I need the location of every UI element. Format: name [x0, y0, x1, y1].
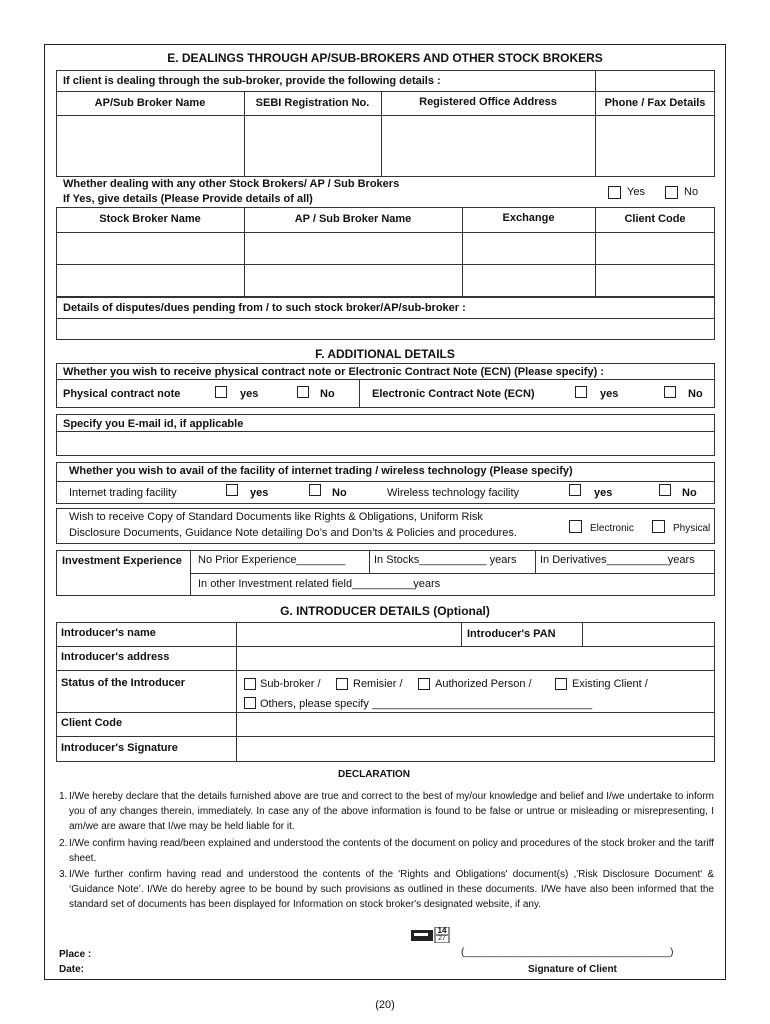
introducer-client-code-field[interactable]: [237, 713, 714, 736]
other-brokers-instruction: If Yes, give details (Please Provide details of all): [63, 193, 313, 205]
phone-fax-field[interactable]: [596, 116, 715, 176]
declaration-item-text: I/We further confirm having read and understood the contents of the 'Rights and Obligations' document(s) ,'Risk Disclosure Document' & ‘Guidance Note’. I/We do hereby agree to be bound by such provisions as outlined in these documents. I/We have also been informed that the standard set of documents has been displayed for Information on stock broker's designated website, if any.: [69, 869, 714, 910]
contract-note-question: Whether you wish to receive physical contract note or Electronic Contract Note (ECN) (Please specify) :: [63, 366, 604, 378]
col-exchange: Exchange: [502, 212, 555, 224]
internet-trading-question: Whether you wish to avail of the facility of internet trading / wireless technology (Please specify): [69, 465, 573, 477]
divider: [535, 550, 536, 573]
col-subbroker-name: AP/Sub Broker Name: [94, 97, 206, 109]
yes-label: Yes: [627, 186, 645, 198]
introducer-status-label: Status of the Introducer: [61, 677, 186, 689]
wireless-yes-checkbox[interactable]: [569, 484, 581, 496]
signature-of-client-label: Signature of Client: [528, 964, 617, 975]
others-checkbox[interactable]: [244, 697, 256, 709]
reference-page: 14: [437, 926, 447, 935]
introducer-pan-field[interactable]: [583, 623, 714, 646]
physical-label: Physical: [673, 523, 711, 534]
documents-line-1: Wish to receive Copy of Standard Documents like Rights & Obligations, Uniform Risk: [69, 511, 483, 523]
internet-yes-checkbox[interactable]: [226, 484, 238, 496]
physical-contract-label: Physical contract note: [63, 388, 181, 400]
email-input[interactable]: [57, 432, 714, 455]
date-label: Date:: [59, 964, 85, 975]
no-label: No: [320, 388, 335, 400]
no-label: No: [332, 487, 347, 499]
introducer-signature-field[interactable]: [237, 737, 714, 761]
ecn-label: Electronic Contract Note (ECN): [372, 388, 535, 400]
declaration-item-number: 2.: [59, 838, 68, 849]
internet-no-checkbox[interactable]: [309, 484, 321, 496]
divider: [56, 670, 715, 671]
declaration-item: [59, 867, 714, 912]
declaration-item-text: I/We confirm having read/been explained and understood the contents of the document on policy and procedures of the stock broker and the tariff sheet.: [69, 838, 714, 864]
col-stock-broker-name: Stock Broker Name: [99, 213, 201, 225]
col-office-address: Registered Office Address: [419, 96, 557, 108]
declaration-title: DECLARATION: [337, 769, 411, 780]
documents-line-2: Disclosure Documents, Guidance Note detailing Do’s and Don’ts & Policies and procedures.: [69, 527, 517, 539]
reference-total: 27: [438, 935, 446, 942]
divider: [56, 481, 715, 482]
investment-experience-label: Investment Experience: [62, 555, 182, 567]
ecn-yes-checkbox[interactable]: [575, 386, 587, 398]
declaration-item-text: I/We hereby declare that the details furnished above are true and correct to the best of my/our knowledge and belief and I/we undertake to inform you of any changes therein, immediately. In case any of the above information is found to be false or untrue or misleading or misrepresenting, I am/we are aware that I/we may be held liable for it.: [69, 791, 714, 832]
yes-label: yes: [250, 487, 269, 499]
subbroker-name-field[interactable]: [57, 116, 244, 176]
introducer-name-field[interactable]: [237, 623, 461, 646]
other-brokers-question: Whether dealing with any other Stock Brokers/ AP / Sub Brokers: [63, 178, 400, 190]
email-label: Specify you E-mail id, if applicable: [63, 418, 244, 430]
electronic-label: Electronic: [590, 523, 634, 534]
other-brokers-yes-checkbox[interactable]: [608, 186, 621, 199]
page-number: (20): [375, 999, 395, 1011]
documents-physical-checkbox[interactable]: [652, 520, 665, 533]
introducer-client-code-label: Client Code: [61, 717, 123, 729]
introducer-signature-label: Introducer's Signature: [61, 742, 178, 754]
col-client-code: Client Code: [624, 213, 686, 225]
authorized-person-label: Authorized Person /: [435, 678, 532, 690]
ecn-no-checkbox[interactable]: [664, 386, 676, 398]
no-prior-experience[interactable]: No Prior Experience________: [198, 554, 346, 566]
introducer-pan-label: Introducer's PAN: [467, 628, 556, 640]
wireless-no-checkbox[interactable]: [659, 484, 671, 496]
declaration-item-number: 3.: [59, 869, 68, 880]
divider: [56, 91, 715, 92]
introducer-name-label: Introducer's name: [61, 627, 156, 639]
subbroker-intro: If client is dealing through the sub-broker, provide the following details :: [63, 75, 441, 87]
sub-broker-checkbox[interactable]: [244, 678, 256, 690]
col-phone-fax: Phone / Fax Details: [604, 97, 706, 109]
documents-electronic-checkbox[interactable]: [569, 520, 582, 533]
no-label: No: [682, 487, 697, 499]
no-label: No: [688, 388, 703, 400]
section-e-title: E. DEALINGS THROUGH AP/SUB-BROKERS AND OTHER STOCK BROKERS: [167, 51, 603, 65]
divider: [359, 379, 360, 408]
wireless-label: Wireless technology facility: [387, 487, 520, 499]
divider: [56, 379, 715, 380]
divider: [461, 622, 462, 646]
ap-subbroker-name-field[interactable]: [245, 233, 462, 264]
col-sebi-reg: SEBI Registration No.: [255, 97, 370, 109]
introducer-address-label: Introducer's address: [61, 651, 170, 663]
signature-line[interactable]: (_____________________________________): [461, 947, 674, 958]
declaration-item-number: 1.: [59, 791, 68, 802]
no-label: No: [684, 186, 699, 198]
others-label[interactable]: Others, please specify ____________________________________: [260, 698, 593, 710]
sub-broker-label: Sub-broker /: [260, 678, 321, 690]
remisier-checkbox[interactable]: [336, 678, 348, 690]
existing-client-label: Existing Client /: [572, 678, 648, 690]
physical-yes-checkbox[interactable]: [215, 386, 227, 398]
disputes-label: Details of disputes/dues pending from / to such stock broker/AP/sub-broker :: [63, 302, 466, 314]
internet-trading-label: Internet trading facility: [69, 487, 177, 499]
remisier-label: Remisier /: [353, 678, 403, 690]
yes-label: yes: [594, 487, 613, 499]
col-ap-subbroker-name: AP / Sub Broker Name: [294, 213, 412, 225]
yes-label: yes: [600, 388, 619, 400]
declaration-item: [59, 836, 714, 866]
sebi-reg-field[interactable]: [245, 116, 381, 176]
disputes-field[interactable]: [57, 319, 714, 339]
other-brokers-no-checkbox[interactable]: [665, 186, 678, 199]
section-g-title: G. INTRODUCER DETAILS (Optional): [280, 604, 490, 618]
stock-broker-name-field[interactable]: [57, 233, 244, 264]
declaration-item: [59, 789, 714, 834]
section-f-title: F. ADDITIONAL DETAILS: [315, 347, 455, 361]
existing-client-checkbox[interactable]: [555, 678, 567, 690]
exchange-field[interactable]: [463, 233, 595, 264]
introducer-address-field[interactable]: [237, 647, 714, 670]
divider: [56, 264, 715, 265]
authorized-person-checkbox[interactable]: [418, 678, 430, 690]
yes-label: yes: [240, 388, 259, 400]
in-stocks[interactable]: In Stocks___________ years: [374, 554, 517, 566]
office-address-field[interactable]: [382, 116, 595, 176]
place-label: Place :: [59, 949, 92, 960]
divider: [369, 550, 370, 573]
physical-no-checkbox[interactable]: [297, 386, 309, 398]
divider: [190, 573, 715, 574]
client-code-field[interactable]: [596, 233, 715, 264]
other-investment[interactable]: In other Investment related field__________years: [198, 578, 441, 590]
in-derivatives[interactable]: In Derivatives__________years: [540, 554, 695, 566]
